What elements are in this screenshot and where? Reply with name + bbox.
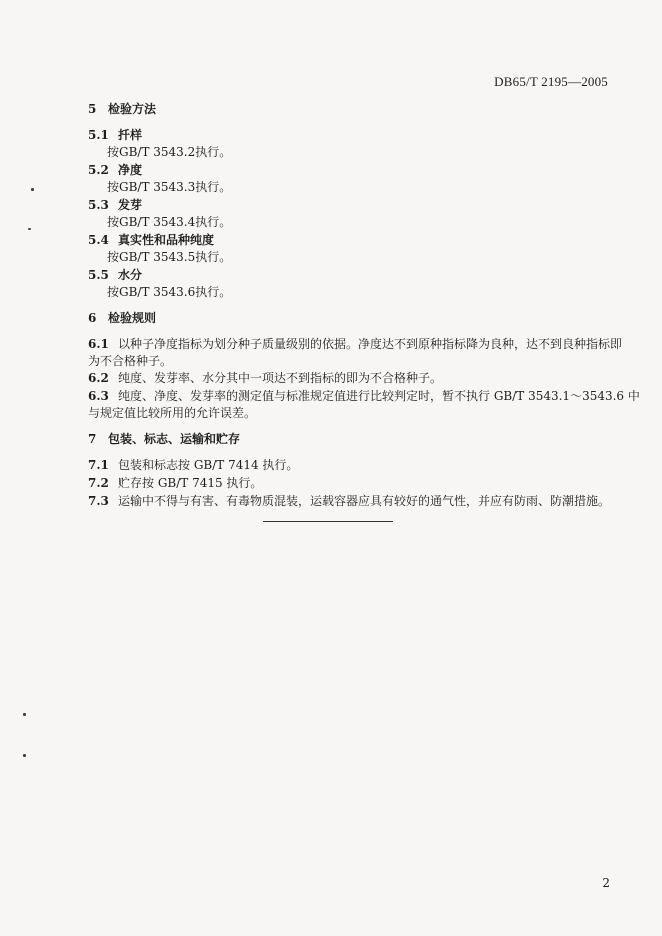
subsection-number: 5.3 (88, 198, 109, 212)
subsection-text: 按GB/T 3543.5执行。 (107, 250, 232, 264)
clause-line (88, 457, 298, 473)
clause-text: 以种子净度指标为划分种子质量级别的依据。净度达不到原种指标降为良种，达不到良种指标即 (118, 337, 623, 351)
subsection-heading (88, 127, 142, 143)
subsection-heading (88, 162, 142, 178)
clause-line (88, 493, 610, 509)
subsection-title: 净度 (118, 163, 143, 177)
clause-line (88, 475, 262, 491)
scan-speck (31, 188, 34, 191)
clause-line (88, 336, 622, 352)
clause-continuation: 与规定值比较所用的允许误差。 (88, 406, 257, 420)
subsection-number: 5.1 (88, 128, 109, 142)
clause-text: 运输中不得与有害、有毒物质混装，运载容器应具有较好的通气性，并应有防雨、防潮措施。 (118, 494, 611, 508)
clause-text: 纯度、净度、发芽率的测定值与标准规定值进行比较判定时，暂不执行 GB/T 3543.1～3543.6 中 (118, 389, 640, 403)
section-heading (88, 310, 156, 326)
clause-number: 6.2 (88, 371, 109, 385)
clause-text: 贮存按 GB/T 7415 执行。 (118, 476, 263, 490)
section-title: 检验方法 (108, 102, 157, 116)
section-number: 7 (88, 432, 97, 446)
clause-number: 6.3 (88, 389, 109, 403)
section-title: 包装、标志、运输和贮存 (108, 432, 241, 446)
clause-number: 7.1 (88, 458, 109, 472)
subsection-title: 发芽 (118, 198, 143, 212)
subsection-text: 按GB/T 3543.4执行。 (107, 215, 232, 229)
page-number: 2 (602, 876, 610, 890)
standard-code: DB65/T 2195—2005 (494, 74, 608, 89)
scan-speck (23, 754, 26, 757)
subsection-number: 5.4 (88, 233, 109, 247)
clause-text: 包装和标志按 GB/T 7414 执行。 (118, 458, 299, 472)
subsection-heading (88, 232, 214, 248)
subsection-heading (88, 267, 142, 283)
section-heading (88, 431, 240, 447)
scan-speck (23, 713, 26, 716)
clause-line (88, 388, 640, 404)
clause-number: 6.1 (88, 337, 109, 351)
subsection-text: 按GB/T 3543.3执行。 (107, 180, 232, 194)
clause-number: 7.3 (88, 494, 109, 508)
subsection-number: 5.5 (88, 268, 109, 282)
subsection-text: 按GB/T 3543.2执行。 (107, 145, 232, 159)
clause-line (88, 370, 442, 386)
clause-continuation: 为不合格种子。 (88, 354, 173, 368)
subsection-title: 水分 (118, 268, 143, 282)
section-number: 6 (88, 311, 97, 325)
section-number: 5 (88, 102, 97, 116)
clause-number: 7.2 (88, 476, 109, 490)
section-heading (88, 101, 156, 117)
subsection-title: 真实性和品种纯度 (118, 233, 215, 247)
subsection-title: 扦样 (118, 128, 143, 142)
subsection-text: 按GB/T 3543.6执行。 (107, 285, 232, 299)
clause-text: 纯度、发芽率、水分其中一项达不到指标的即为不合格种子。 (118, 371, 443, 385)
subsection-heading (88, 197, 142, 213)
end-rule (263, 521, 393, 522)
subsection-number: 5.2 (88, 163, 109, 177)
scan-speck (28, 228, 31, 230)
section-title: 检验规则 (108, 311, 157, 325)
